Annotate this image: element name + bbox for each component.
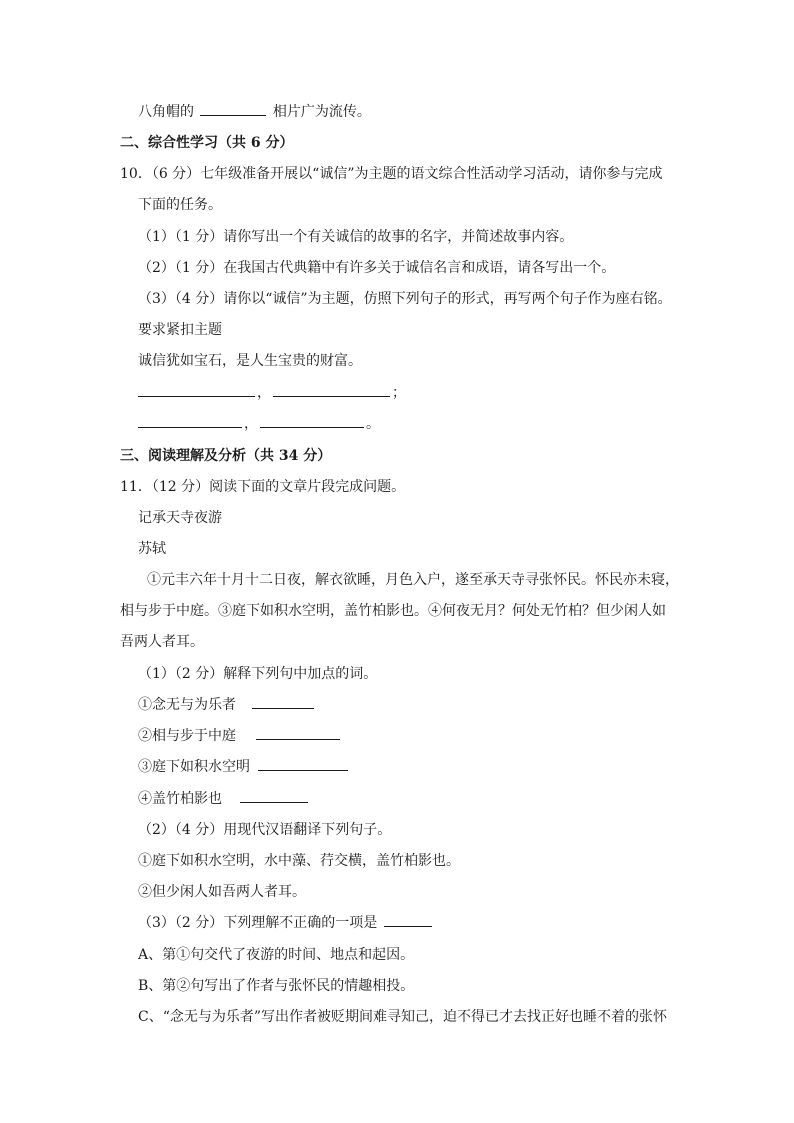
word-item: [138, 789, 310, 809]
text-fragment: 相片广为流传。: [272, 104, 371, 120]
sub-question: （2）（1 分）在我国古代典籍中有许多关于诚信名言和成语，请各写出一个。: [138, 260, 616, 276]
answer-blank[interactable]: [384, 913, 432, 927]
answer-blank[interactable]: [240, 789, 308, 803]
punctuation: ；: [392, 385, 406, 401]
sub-question-text: （3）（2 分）下列理解不正确的一项是: [138, 915, 378, 931]
choice-option-b[interactable]: B、第②句写出了作者与张怀民的情趣相投。: [138, 978, 415, 994]
punctuation: ，: [244, 416, 258, 432]
sub-question: （1）（1 分）请你写出一个有关诚信的故事的名字，并简述故事内容。: [138, 229, 574, 245]
answer-blank[interactable]: [258, 757, 348, 771]
choice-option-a[interactable]: A、第①句交代了夜游的时间、地点和起因。: [138, 947, 415, 963]
text-fragment: 八角帽的: [138, 104, 194, 120]
passage-author: 苏轼: [138, 541, 166, 557]
answer-blank[interactable]: [138, 383, 255, 397]
sub-question: （1）（2 分）解释下列句中加点的词。: [138, 666, 378, 682]
answer-blank[interactable]: [252, 695, 314, 709]
answer-blank[interactable]: [138, 414, 242, 428]
sub-question: [138, 913, 434, 933]
requirement-text: 要求紧扣主题: [138, 322, 222, 338]
answer-line: [138, 414, 380, 434]
punctuation: ，: [257, 385, 271, 401]
answer-blank[interactable]: [260, 414, 364, 428]
answer-blank[interactable]: [200, 102, 266, 116]
passage-line: 相与步于中庭。③庭下如积水空明，盖竹柏影也。④何夜无月？何处无竹柏？但少闲人如: [120, 603, 666, 619]
text-line: [138, 102, 371, 122]
word-item-text: ③庭下如积水空明: [138, 759, 250, 775]
choice-option-c[interactable]: C、“念无与为乐者”写出作者被贬期间难寻知己，迫不得已才去找正好也睡不着的张怀: [138, 1009, 668, 1025]
word-item: [138, 695, 316, 715]
word-item: [138, 757, 350, 777]
section-heading: 三、阅读理解及分析（共 34 分）: [120, 448, 332, 464]
sub-question: （2）（4 分）用现代汉语翻译下列句子。: [138, 822, 392, 838]
example-sentence: 诚信犹如宝石，是人生宝贵的财富。: [138, 353, 362, 369]
question-stem: 11．（12 分）阅读下面的文章片段完成问题。: [120, 479, 406, 495]
passage-line: 吾两人者耳。: [120, 634, 204, 650]
word-item-text: ④盖竹柏影也: [138, 791, 222, 807]
translation-item: ②但少闲人如吾两人者耳。: [138, 884, 306, 900]
answer-line: [138, 383, 406, 403]
word-item-text: ①念无与为乐者: [138, 697, 236, 713]
answer-blank[interactable]: [273, 383, 390, 397]
word-item-text: ②相与步于中庭: [138, 728, 236, 744]
sub-question: （3）（4 分）请你以“诚信”为主题，仿照下列句子的形式，再写两个句子作为座右铭。: [138, 291, 672, 307]
section-heading: 二、综合性学习（共 6 分）: [120, 135, 294, 151]
passage-line: ①元丰六年十月十二日夜，解衣欲睡，月色入户，遂至承天寺寻张怀民。怀民亦未寝，: [147, 572, 679, 588]
passage-title: 记承天寺夜游: [138, 510, 222, 526]
translation-item: ①庭下如积水空明，水中藻、荇交横，盖竹柏影也。: [138, 853, 460, 869]
question-stem: 10．（6 分）七年级准备开展以“诚信”为主题的语文综合性活动学习活动，请你参与完成: [120, 166, 663, 182]
word-item: [138, 726, 342, 746]
answer-blank[interactable]: [256, 726, 340, 740]
punctuation: 。: [366, 416, 380, 432]
question-stem: 下面的任务。: [138, 197, 222, 213]
